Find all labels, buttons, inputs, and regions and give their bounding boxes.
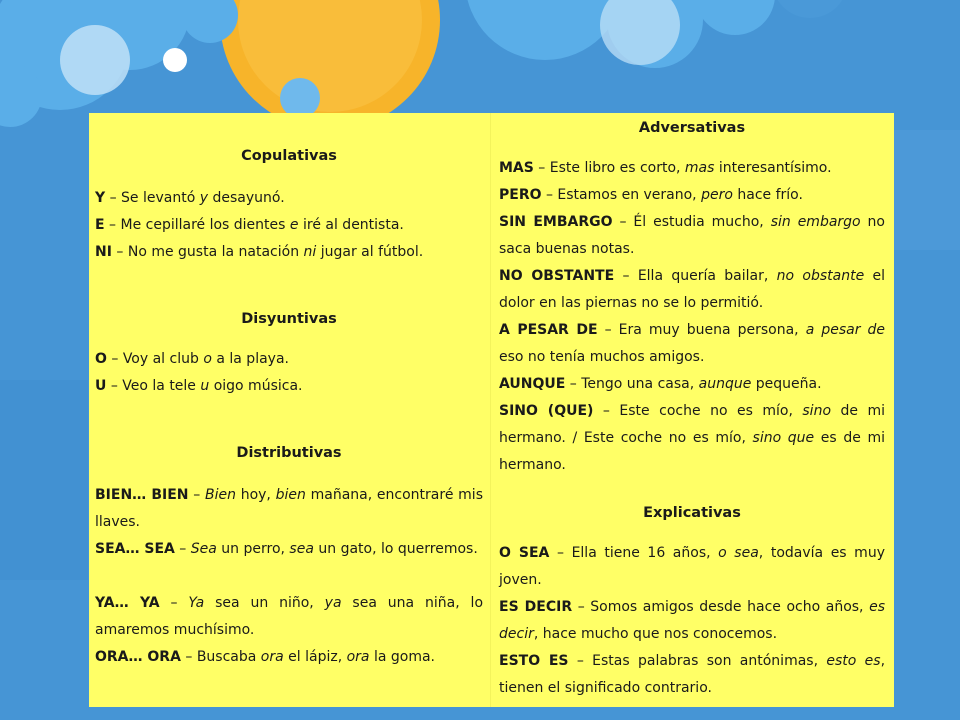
dash-separator: – — [565, 376, 582, 392]
example-text: Voy al club — [122, 351, 204, 367]
example-conjunction: sino que — [752, 430, 815, 446]
example-text: pequeña. — [751, 376, 822, 392]
example-text: un gato, lo querremos. — [313, 541, 478, 557]
example-text: eso no tenía muchos amigos. — [499, 349, 705, 365]
example-text: Era muy buena persona, — [618, 322, 806, 338]
heading-disyuntivas: Disyuntivas — [241, 311, 337, 327]
heading-copulativas: Copulativas — [241, 148, 337, 164]
dash-separator: – — [188, 487, 205, 503]
conjunction-keyword: BIEN… BIEN — [95, 487, 189, 503]
example-conjunction: ora — [260, 649, 284, 665]
example-text: hoy, — [235, 487, 276, 503]
dash-separator: – — [180, 649, 197, 665]
example-conjunction: y — [199, 190, 209, 206]
example-conjunction: o — [203, 351, 212, 367]
entry-o — [95, 346, 483, 373]
example-text: Se levantó — [121, 190, 200, 206]
dash-separator: – — [111, 244, 128, 260]
example-conjunction: ora — [346, 649, 370, 665]
example-conjunction: mas — [684, 160, 715, 176]
dash-separator: – — [105, 190, 122, 206]
dash-separator: – — [549, 545, 572, 561]
example-conjunction: aunque — [698, 376, 752, 392]
entry-y — [95, 185, 483, 212]
example-text: Tengo una casa, — [581, 376, 699, 392]
cloud-highlight — [60, 25, 130, 95]
example-conjunction: ni — [303, 244, 317, 260]
example-text: Veo la tele — [122, 378, 201, 394]
entry-sino-que — [499, 398, 885, 479]
conjunction-keyword: SIN EMBARGO — [499, 214, 613, 230]
conjunction-keyword: NO OBSTANTE — [499, 268, 615, 284]
example-text: oigo música. — [209, 378, 303, 394]
conjunction-keyword: Y — [95, 190, 106, 206]
example-text: sea un niño, — [204, 595, 325, 611]
entry-o-sea — [499, 540, 885, 594]
entry-ora-ora — [95, 644, 483, 671]
example-conjunction: sino — [802, 403, 832, 419]
conjunction-keyword: SINO (QUE) — [499, 403, 594, 419]
conjunction-keyword: ES DECIR — [499, 599, 573, 615]
dash-separator: – — [541, 187, 558, 203]
example-conjunction: esto es — [826, 653, 881, 669]
example-text: desayunó. — [208, 190, 285, 206]
column-divider — [490, 113, 491, 707]
conjunction-keyword: O — [95, 351, 107, 367]
example-conjunction: es decir — [499, 599, 886, 642]
conjunction-keyword: NI — [95, 244, 112, 260]
example-text: de mi hermano. / Este coche no es mío, — [499, 403, 885, 446]
example-text: la goma. — [369, 649, 436, 665]
entry-esto-es — [499, 648, 885, 702]
conjunction-keyword: ORA… ORA — [95, 649, 181, 665]
example-text: jugar al fútbol. — [316, 244, 424, 260]
example-text: interesantísimo. — [714, 160, 832, 176]
heading-explicativas: Explicativas — [643, 505, 741, 521]
dash-separator: – — [612, 214, 634, 230]
heading-distributivas: Distributivas — [236, 445, 342, 461]
example-text: , hace mucho que nos conocemos. — [533, 626, 778, 642]
conjunction-keyword: ESTO ES — [499, 653, 569, 669]
entry-bien-bien — [95, 482, 483, 536]
entry-a-pesar-de — [499, 317, 885, 371]
example-text: iré al dentista. — [298, 217, 404, 233]
example-text: Ella tiene 16 años, — [571, 545, 719, 561]
example-conjunction: bien — [275, 487, 306, 503]
entry-e — [95, 212, 483, 239]
example-text: a la playa. — [211, 351, 289, 367]
conjunction-keyword: YA… YA — [95, 595, 160, 611]
dash-separator: – — [568, 653, 593, 669]
example-text: el lápiz, — [283, 649, 347, 665]
example-text: un perro, — [216, 541, 290, 557]
conjunction-keyword: SEA… SEA — [95, 541, 175, 557]
example-text: Estas palabras son antónimas, — [592, 653, 827, 669]
example-conjunction: e — [289, 217, 299, 233]
conjunction-keyword: O SEA — [499, 545, 550, 561]
entry-no-obstante — [499, 263, 885, 317]
example-conjunction: pero — [701, 187, 733, 203]
example-conjunction: Ya — [188, 595, 205, 611]
example-text: Estamos en verano, — [557, 187, 702, 203]
example-text: Me cepillaré los dientes — [120, 217, 290, 233]
example-text: Buscaba — [196, 649, 261, 665]
example-text: sea una niña, lo amaremos muchísimo. — [95, 595, 484, 638]
conjunctions-table — [89, 113, 894, 707]
cloud-puff — [163, 48, 187, 72]
dash-separator: – — [593, 403, 620, 419]
dash-separator: – — [572, 599, 591, 615]
example-conjunction: a pesar de — [805, 322, 886, 338]
dash-separator: – — [533, 160, 550, 176]
conjunction-keyword: MAS — [499, 160, 534, 176]
example-text: es de mi hermano. — [499, 430, 885, 473]
example-conjunction: u — [200, 378, 210, 394]
example-text: Este coche no es mío, — [619, 403, 803, 419]
example-text: el dolor en las piernas no se lo permitió. — [499, 268, 886, 311]
example-conjunction: Bien — [204, 487, 236, 503]
dash-separator: – — [104, 217, 121, 233]
example-text: Ella quería bailar, — [637, 268, 777, 284]
example-text: No me gusta la natación — [127, 244, 304, 260]
entry-ya-ya — [95, 590, 483, 644]
example-text: Él estudia mucho, — [633, 214, 771, 230]
example-conjunction: Sea — [190, 541, 217, 557]
example-conjunction: no obstante — [776, 268, 865, 284]
example-text: mañana, encontraré mis llaves. — [95, 487, 483, 530]
entry-sin-embargo — [499, 209, 885, 263]
conjunction-keyword: E — [95, 217, 105, 233]
dash-separator: – — [174, 541, 191, 557]
dash-separator: – — [597, 322, 619, 338]
conjunction-keyword: A PESAR DE — [499, 322, 598, 338]
example-text: , todavía es muy joven. — [499, 545, 885, 588]
cloud-puff — [280, 78, 320, 118]
entry-ni — [95, 239, 483, 266]
example-conjunction: sea — [289, 541, 314, 557]
entry-aunque — [499, 371, 885, 398]
entry-es-decir — [499, 594, 885, 648]
dash-separator: – — [614, 268, 638, 284]
dash-separator: – — [106, 351, 123, 367]
heading-adversativas: Adversativas — [638, 120, 746, 136]
dash-separator: – — [159, 595, 189, 611]
dash-separator: – — [106, 378, 123, 394]
example-conjunction: ya — [324, 595, 342, 611]
example-text: Somos amigos desde hace ocho años, — [590, 599, 870, 615]
example-text: , tienen el significado contrario. — [499, 653, 886, 696]
example-text: hace frío. — [732, 187, 803, 203]
conjunction-keyword: U — [95, 378, 107, 394]
example-text: no saca buenas notas. — [499, 214, 885, 257]
entry-pero — [499, 182, 885, 209]
entry-u — [95, 373, 483, 400]
entry-sea-sea — [95, 536, 483, 563]
conjunction-keyword: PERO — [499, 187, 542, 203]
example-conjunction: o sea — [718, 545, 759, 561]
example-text: Este libro es corto, — [549, 160, 685, 176]
example-conjunction: sin embargo — [770, 214, 861, 230]
conjunction-keyword: AUNQUE — [499, 376, 566, 392]
light-band — [0, 380, 88, 580]
entry-mas — [499, 155, 885, 182]
